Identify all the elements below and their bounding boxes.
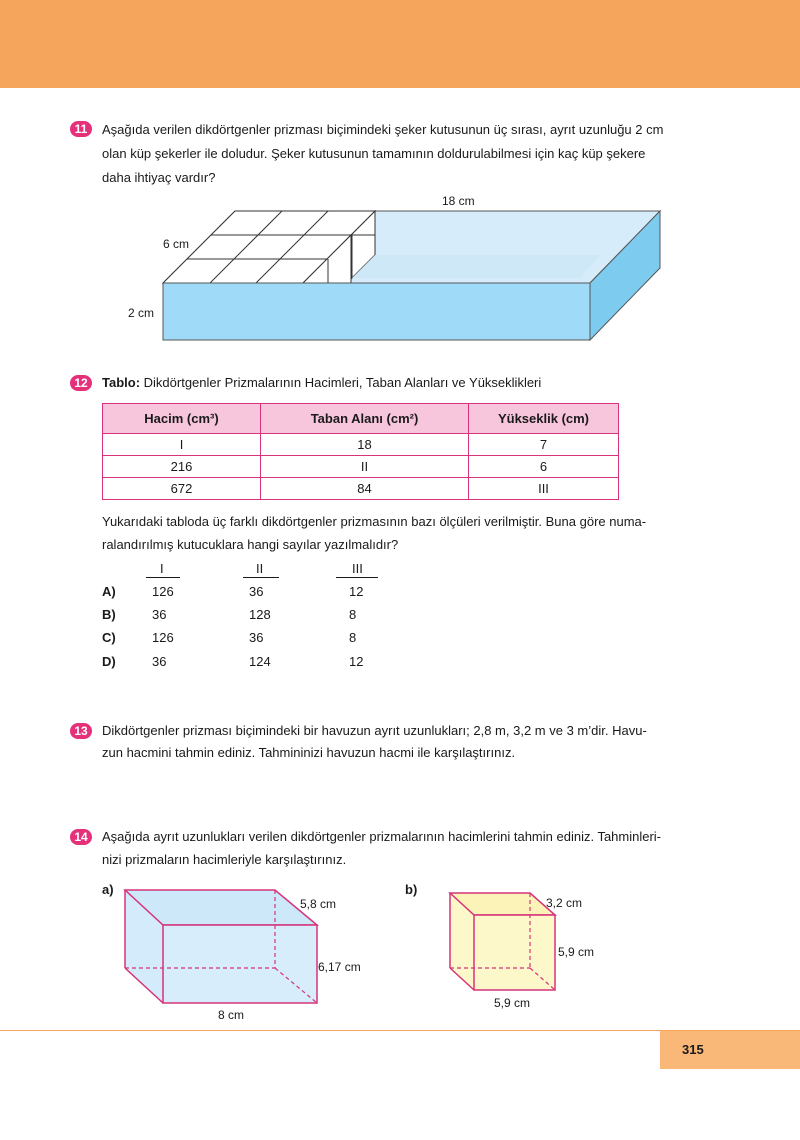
table-caption-text: Dikdörtgenler Prizmalarının Hacimleri, Taban Alanları ve Yükseklikleri — [140, 375, 542, 390]
table-cell: I — [103, 434, 261, 456]
table-cell: 6 — [469, 456, 619, 478]
table-cell: 672 — [103, 478, 261, 500]
table-cell: III — [469, 478, 619, 500]
table-cell: 216 — [103, 456, 261, 478]
question-14-line-1: Aşağıda ayrıt uzunlukları verilen dikdörtgenler prizmalarının hacimlerini tahmin ediniz. Tahminleri- — [102, 829, 662, 844]
header-height: Yükseklik (cm) — [469, 404, 619, 434]
option-label: B) — [102, 607, 116, 622]
option-value: 12 — [349, 584, 364, 599]
option-label: A) — [102, 584, 116, 599]
prism-a-height: 6,17 cm — [318, 960, 361, 974]
prism-a-depth: 5,8 cm — [300, 897, 337, 911]
option-header-iii: III — [352, 561, 363, 576]
question-11-line-2: olan küp şekerler ile doludur. Şeker kutusunun tamamının doldurulabilmesi için kaç küp şekere — [102, 146, 646, 161]
prism-b-height: 5,9 cm — [558, 945, 595, 959]
option-label: D) — [102, 654, 116, 669]
question-11-line-1: Aşağıda verilen dikdörtgenler prizması biçimindeki şeker kutusunun üç sırası, ayrıt uzunluğu 2 cm — [102, 122, 664, 137]
option-header-ii: II — [256, 561, 264, 576]
option-value: 126 — [152, 630, 174, 645]
prism-b-label: b) — [405, 882, 418, 897]
question-number-badge: 14 — [70, 829, 92, 845]
option-header-i: I — [160, 561, 164, 576]
prism-a-label: a) — [102, 882, 114, 897]
option-value: 36 — [152, 654, 167, 669]
length-label: 18 cm — [442, 194, 475, 208]
page-number-box — [660, 1031, 800, 1069]
option-value: 8 — [349, 630, 357, 645]
question-13-line-1: Dikdörtgenler prizması biçimindeki bir havuzun ayrıt uzunlukları; 2,8 m, 3,2 m ve 3 m’dir. Havu- — [102, 723, 647, 738]
table-caption-bold: Tablo: — [102, 375, 141, 390]
option-value: 36 — [152, 607, 167, 622]
prism-b-width: 5,9 cm — [494, 996, 531, 1010]
table-cell: 18 — [261, 434, 469, 456]
header-volume: Hacim (cm³) — [103, 404, 261, 434]
option-label: C) — [102, 630, 116, 645]
option-value: 128 — [249, 607, 271, 622]
height-label: 2 cm — [128, 306, 155, 320]
question-number-badge: 13 — [70, 723, 92, 739]
question-13-line-2: zun hacmini tahmin ediniz. Tahmininizi havuzun hacmi ile karşılaştırınız. — [102, 745, 516, 760]
prism-a-width: 8 cm — [218, 1008, 245, 1022]
option-value: 124 — [249, 654, 271, 669]
option-value: 36 — [249, 584, 264, 599]
table-cell: 7 — [469, 434, 619, 456]
table-cell: 84 — [261, 478, 469, 500]
question-11-line-3: daha ihtiyaç vardır? — [102, 170, 216, 185]
question-12-line-2: ralandırılmış kutucuklara hangi sayılar yazılmalıdır? — [102, 537, 399, 552]
question-14-line-2: nizi prizmaların hacimleriyle karşılaştırınız. — [102, 852, 347, 867]
option-value: 8 — [349, 607, 357, 622]
option-value: 36 — [249, 630, 264, 645]
question-number-badge: 12 — [70, 375, 92, 391]
table-cell: II — [261, 456, 469, 478]
page-number: 315 — [682, 1042, 704, 1057]
width-label: 6 cm — [163, 237, 190, 251]
prism-b-depth: 3,2 cm — [546, 896, 583, 910]
question-12-line-1: Yukarıdaki tabloda üç farklı dikdörtgenler prizmasının bazı ölçüleri verilmiştir. Buna göre numa- — [102, 514, 647, 529]
option-value: 12 — [349, 654, 364, 669]
option-value: 126 — [152, 584, 174, 599]
header-base-area: Taban Alanı (cm²) — [261, 404, 469, 434]
question-number-badge: 11 — [70, 121, 92, 137]
